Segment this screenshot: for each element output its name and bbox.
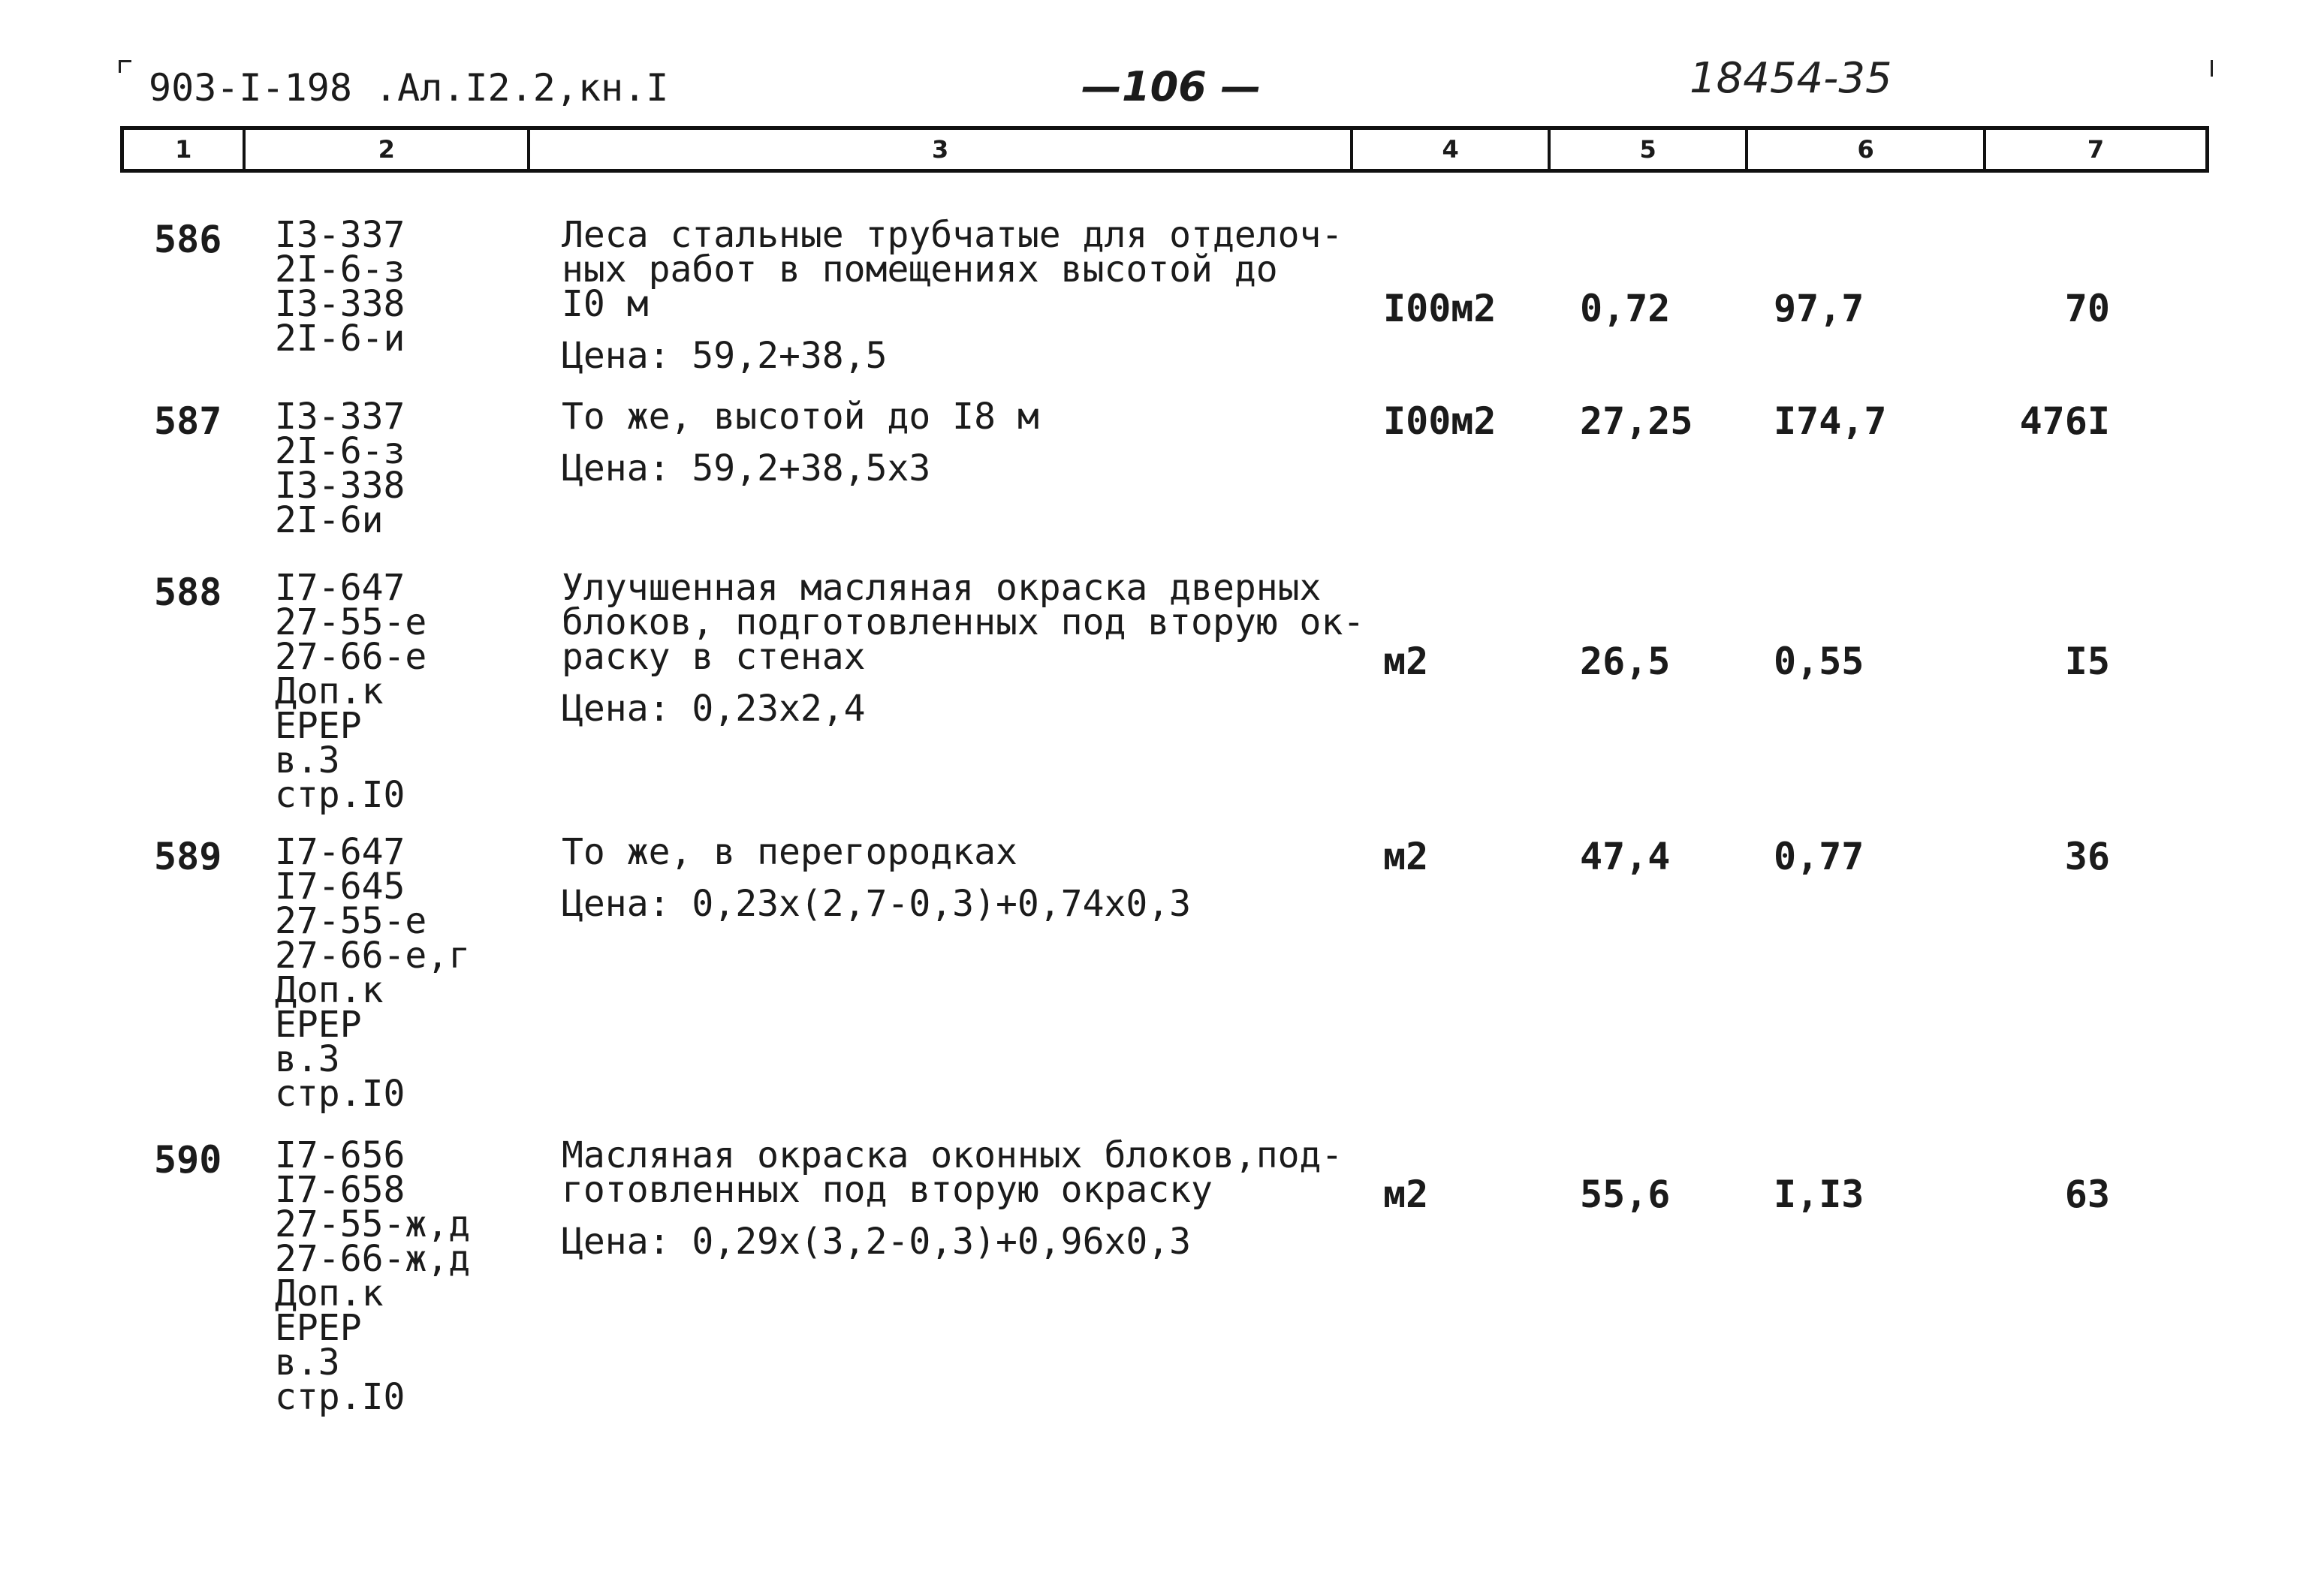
- normative-code: I3-337: [275, 396, 405, 438]
- normative-code: I3-338: [275, 465, 405, 507]
- normative-code: 27-55-е: [275, 601, 427, 643]
- page-number: —106 —: [1081, 63, 1262, 110]
- row-number: 590: [154, 1138, 222, 1182]
- normative-code: 2I-6и: [275, 499, 384, 541]
- column-header-4: 4: [1353, 130, 1551, 169]
- column-header-2: 2: [246, 130, 530, 169]
- unit-of-measure: м2: [1383, 1173, 1429, 1216]
- row-total: 70: [2064, 287, 2110, 330]
- row-total: 36: [2064, 835, 2110, 878]
- work-description: ных работ в помещениях высотой до: [562, 248, 1278, 291]
- unit-rate: 97,7: [1774, 287, 1864, 330]
- normative-code: I7-645: [275, 866, 405, 908]
- normative-code: I7-647: [275, 831, 405, 873]
- normative-code: в.3: [275, 1038, 340, 1080]
- normative-code: I7-647: [275, 567, 405, 609]
- unit-rate: 0,55: [1774, 640, 1864, 683]
- price-formula: Цена: 0,23x2,4: [562, 688, 866, 730]
- normative-code: в.3: [275, 1342, 340, 1384]
- normative-code: 27-66-ж,д: [275, 1238, 471, 1280]
- normative-code: Доп.к: [275, 1272, 384, 1314]
- normative-code: ЕРЕР: [275, 705, 362, 747]
- normative-code: Доп.к: [275, 670, 384, 712]
- handwritten-stamp: 18454-35: [1690, 54, 1892, 103]
- quantity: 26,5: [1580, 640, 1671, 683]
- normative-code: I7-656: [275, 1134, 405, 1176]
- corner-mark: [119, 60, 131, 73]
- unit-rate: I,I3: [1774, 1173, 1864, 1216]
- work-description: I0 м: [562, 283, 649, 325]
- normative-code: в.3: [275, 739, 340, 781]
- normative-code: I3-337: [275, 214, 405, 256]
- unit-of-measure: м2: [1383, 640, 1429, 683]
- unit-of-measure: м2: [1383, 835, 1429, 878]
- column-header-3: 3: [530, 130, 1353, 169]
- normative-code: 27-55-е: [275, 900, 427, 942]
- column-header-1: 1: [124, 130, 246, 169]
- unit-of-measure: I00м2: [1383, 399, 1497, 443]
- normative-code: стр.I0: [275, 774, 405, 816]
- work-description: То же, в перегородках: [562, 831, 1017, 873]
- column-header-bar: [120, 126, 2209, 173]
- row-number: 587: [154, 399, 222, 443]
- quantity: 47,4: [1580, 835, 1671, 878]
- normative-code: 2I-6-з: [275, 430, 405, 472]
- row-total: 476I: [2019, 399, 2110, 443]
- normative-code: ЕРЕР: [275, 1307, 362, 1349]
- column-header-6: 6: [1748, 130, 1986, 169]
- document-reference: 903-I-198 .Ал.I2.2,кн.I: [149, 66, 669, 110]
- price-formula: Цена: 0,23x(2,7-0,3)+0,74x0,3: [562, 883, 1192, 925]
- normative-code: стр.I0: [275, 1073, 405, 1115]
- work-description: раску в стенах: [562, 636, 866, 678]
- row-number: 588: [154, 571, 222, 614]
- quantity: 27,25: [1580, 399, 1693, 443]
- work-description: готовленных под вторую окраску: [562, 1169, 1213, 1211]
- normative-code: 2I-6-и: [275, 318, 405, 360]
- normative-code: стр.I0: [275, 1376, 405, 1418]
- normative-code: I7-658: [275, 1169, 405, 1211]
- work-description: Леса стальные трубчатые для отделоч-: [562, 214, 1343, 256]
- row-total: I5: [2064, 640, 2110, 683]
- price-formula: Цена: 59,2+38,5: [562, 335, 888, 377]
- work-description: Улучшенная масляная окраска дверных: [562, 567, 1322, 609]
- price-formula: Цена: 59,2+38,5x3: [562, 447, 931, 489]
- normative-code: 27-66-е,г: [275, 935, 471, 977]
- unit-of-measure: I00м2: [1383, 287, 1497, 330]
- row-total: 63: [2064, 1173, 2110, 1216]
- normative-code: I3-338: [275, 283, 405, 325]
- work-description: Масляная окраска оконных блоков,под-: [562, 1134, 1343, 1176]
- row-number: 586: [154, 218, 222, 261]
- normative-code: 27-66-е: [275, 636, 427, 678]
- work-description: блоков, подготовленных под вторую ок-: [562, 601, 1365, 643]
- normative-code: 27-55-ж,д: [275, 1203, 471, 1245]
- edge-tick: [2211, 60, 2213, 77]
- price-formula: Цена: 0,29x(3,2-0,3)+0,96x0,3: [562, 1221, 1192, 1263]
- quantity: 55,6: [1580, 1173, 1671, 1216]
- work-description: То же, высотой до I8 м: [562, 396, 1039, 438]
- normative-code: 2I-6-з: [275, 248, 405, 291]
- unit-rate: I74,7: [1774, 399, 1887, 443]
- column-header-5: 5: [1551, 130, 1748, 169]
- column-header-7: 7: [2087, 135, 2105, 164]
- quantity: 0,72: [1580, 287, 1671, 330]
- row-number: 589: [154, 835, 222, 878]
- unit-rate: 0,77: [1774, 835, 1864, 878]
- normative-code: ЕРЕР: [275, 1004, 362, 1046]
- normative-code: Доп.к: [275, 969, 384, 1011]
